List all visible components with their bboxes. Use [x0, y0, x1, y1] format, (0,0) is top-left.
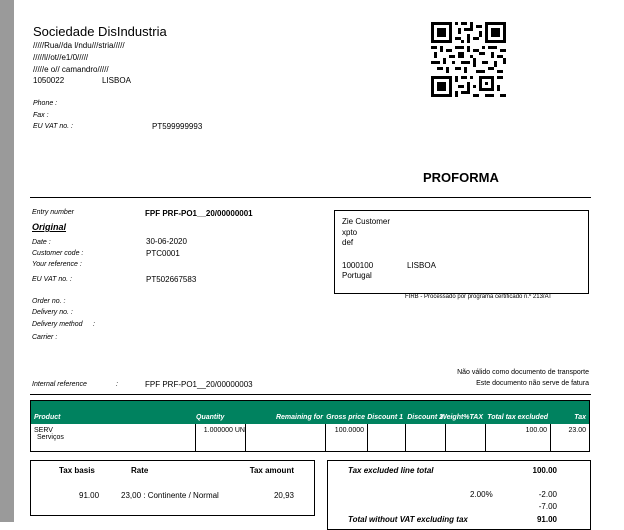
- cell-weight-tax: [446, 424, 486, 451]
- delivery-method-label: Delivery method: [32, 321, 83, 328]
- cell-total-excl: 100.00: [486, 424, 551, 451]
- tax-rate-value: 23,00 : Continente / Normal: [121, 491, 219, 500]
- phone-label: Phone :: [33, 100, 58, 107]
- discount-percent: 2.00%: [470, 490, 493, 499]
- tax-basis-value: 91.00: [79, 491, 100, 500]
- cell-product: [31, 424, 196, 451]
- internal-reference-value: FPF PRF-PO1__20/00000003: [145, 380, 253, 389]
- company-postal-code: 1050022: [33, 76, 65, 85]
- delivery-method-colon: :: [93, 321, 95, 328]
- fax-label: Fax :: [33, 112, 49, 119]
- column-header-gross-price: Gross price: [326, 414, 365, 421]
- product-code: SERV: [34, 427, 53, 434]
- tax-rate-label: Rate: [131, 466, 149, 475]
- company-address-line-3: /////e o// camandro/////: [33, 65, 109, 74]
- copy-type-label: Original: [32, 222, 67, 232]
- product-description: Serviços: [37, 434, 64, 441]
- eu-vat-label: EU VAT no. :: [32, 276, 72, 283]
- items-table: [30, 400, 590, 452]
- eu-vat-value: PT502667583: [146, 275, 197, 284]
- cell-remaining: [246, 424, 326, 451]
- internal-reference-label: Internal reference: [32, 381, 87, 388]
- column-header-quantity: Quantity: [196, 414, 225, 421]
- total-without-vat-label: Total without VAT excluding tax: [348, 515, 468, 524]
- items-table-header: [31, 401, 589, 424]
- carrier-label: Carrier :: [32, 334, 58, 341]
- customer-country: Portugal: [342, 271, 372, 280]
- excl-line-total-value: 100.00: [532, 466, 557, 475]
- excl-line-total-label: Tax excluded line total: [348, 466, 434, 475]
- column-header-total-excl: Total tax excluded: [487, 414, 548, 421]
- cell-discount-2: [406, 424, 446, 451]
- company-address-line-2: /////l//ot//e1/0/////: [33, 53, 89, 62]
- date-label: Date :: [32, 239, 51, 246]
- document-title: PROFORMA: [423, 170, 499, 185]
- tax-summary-box: [30, 460, 315, 516]
- company-name: Sociedade DisIndustria: [33, 24, 167, 39]
- column-header-weight-tax: Weight%TAX: [440, 414, 483, 421]
- entry-number-label: Entry number: [32, 209, 75, 216]
- customer-code-label: Customer code :: [32, 250, 84, 257]
- total-without-vat-value: 91.00: [536, 515, 557, 524]
- discount-value: -2.00: [538, 490, 557, 499]
- tax-amount-label: Tax amount: [249, 466, 294, 475]
- cell-tax: 23.00: [568, 427, 586, 434]
- date-value: 30-06-2020: [146, 237, 187, 246]
- cell-discount-1: [368, 424, 406, 451]
- order-number-label: Order no. :: [32, 298, 66, 305]
- table-row: [31, 424, 589, 451]
- your-reference-label: Your reference :: [32, 261, 82, 268]
- header-divider: [30, 197, 591, 198]
- company-vat-value: PT599999993: [152, 122, 203, 131]
- internal-reference-colon: :: [116, 381, 118, 388]
- invoice-note: Este documento não serve de fatura: [476, 380, 589, 387]
- totals-box: [327, 460, 591, 530]
- transport-note: Não válido como documento de transporte: [457, 369, 589, 376]
- customer-city: LISBOA: [407, 261, 436, 270]
- customer-name: Zie Customer: [342, 217, 391, 226]
- column-header-product: Product: [34, 414, 61, 421]
- items-divider: [30, 394, 591, 395]
- column-header-remaining: Remaining for: [275, 414, 323, 421]
- customer-address-box: [334, 210, 589, 294]
- cell-quantity: [196, 424, 246, 451]
- certification-note: FIRB - Processado por programa certificado n.º 213/AT: [405, 294, 552, 300]
- delivery-number-label: Delivery no. :: [32, 309, 73, 316]
- company-city: LISBOA: [102, 76, 131, 85]
- column-header-tax: Tax: [574, 414, 586, 421]
- customer-code-value: PTC0001: [146, 249, 180, 258]
- customer-address-line-2: def: [342, 238, 354, 247]
- customer-postal-code: 1000100: [342, 261, 374, 270]
- tax-amount-value: 20,93: [273, 491, 294, 500]
- entry-number-value: FPF PRF-PO1__20/00000001: [145, 209, 253, 218]
- column-header-discount-1: Discount 1: [367, 414, 403, 421]
- qr-code-icon: [431, 22, 506, 97]
- quantity-value: 1.000000 UN: [203, 427, 245, 434]
- tax-basis-label: Tax basis: [59, 466, 95, 475]
- page-left-margin-bar: [0, 0, 14, 522]
- customer-address-line-1: xpto: [342, 228, 358, 237]
- column-header-discount-2: Discount 2: [407, 414, 443, 421]
- discount-value-2: -7.00: [538, 502, 557, 511]
- company-address-line-1: /////Rua//da l/ndu///stria/////: [33, 41, 125, 50]
- company-vat-label: EU VAT no. :: [33, 123, 73, 130]
- cell-gross-price: 100.0000: [326, 424, 368, 451]
